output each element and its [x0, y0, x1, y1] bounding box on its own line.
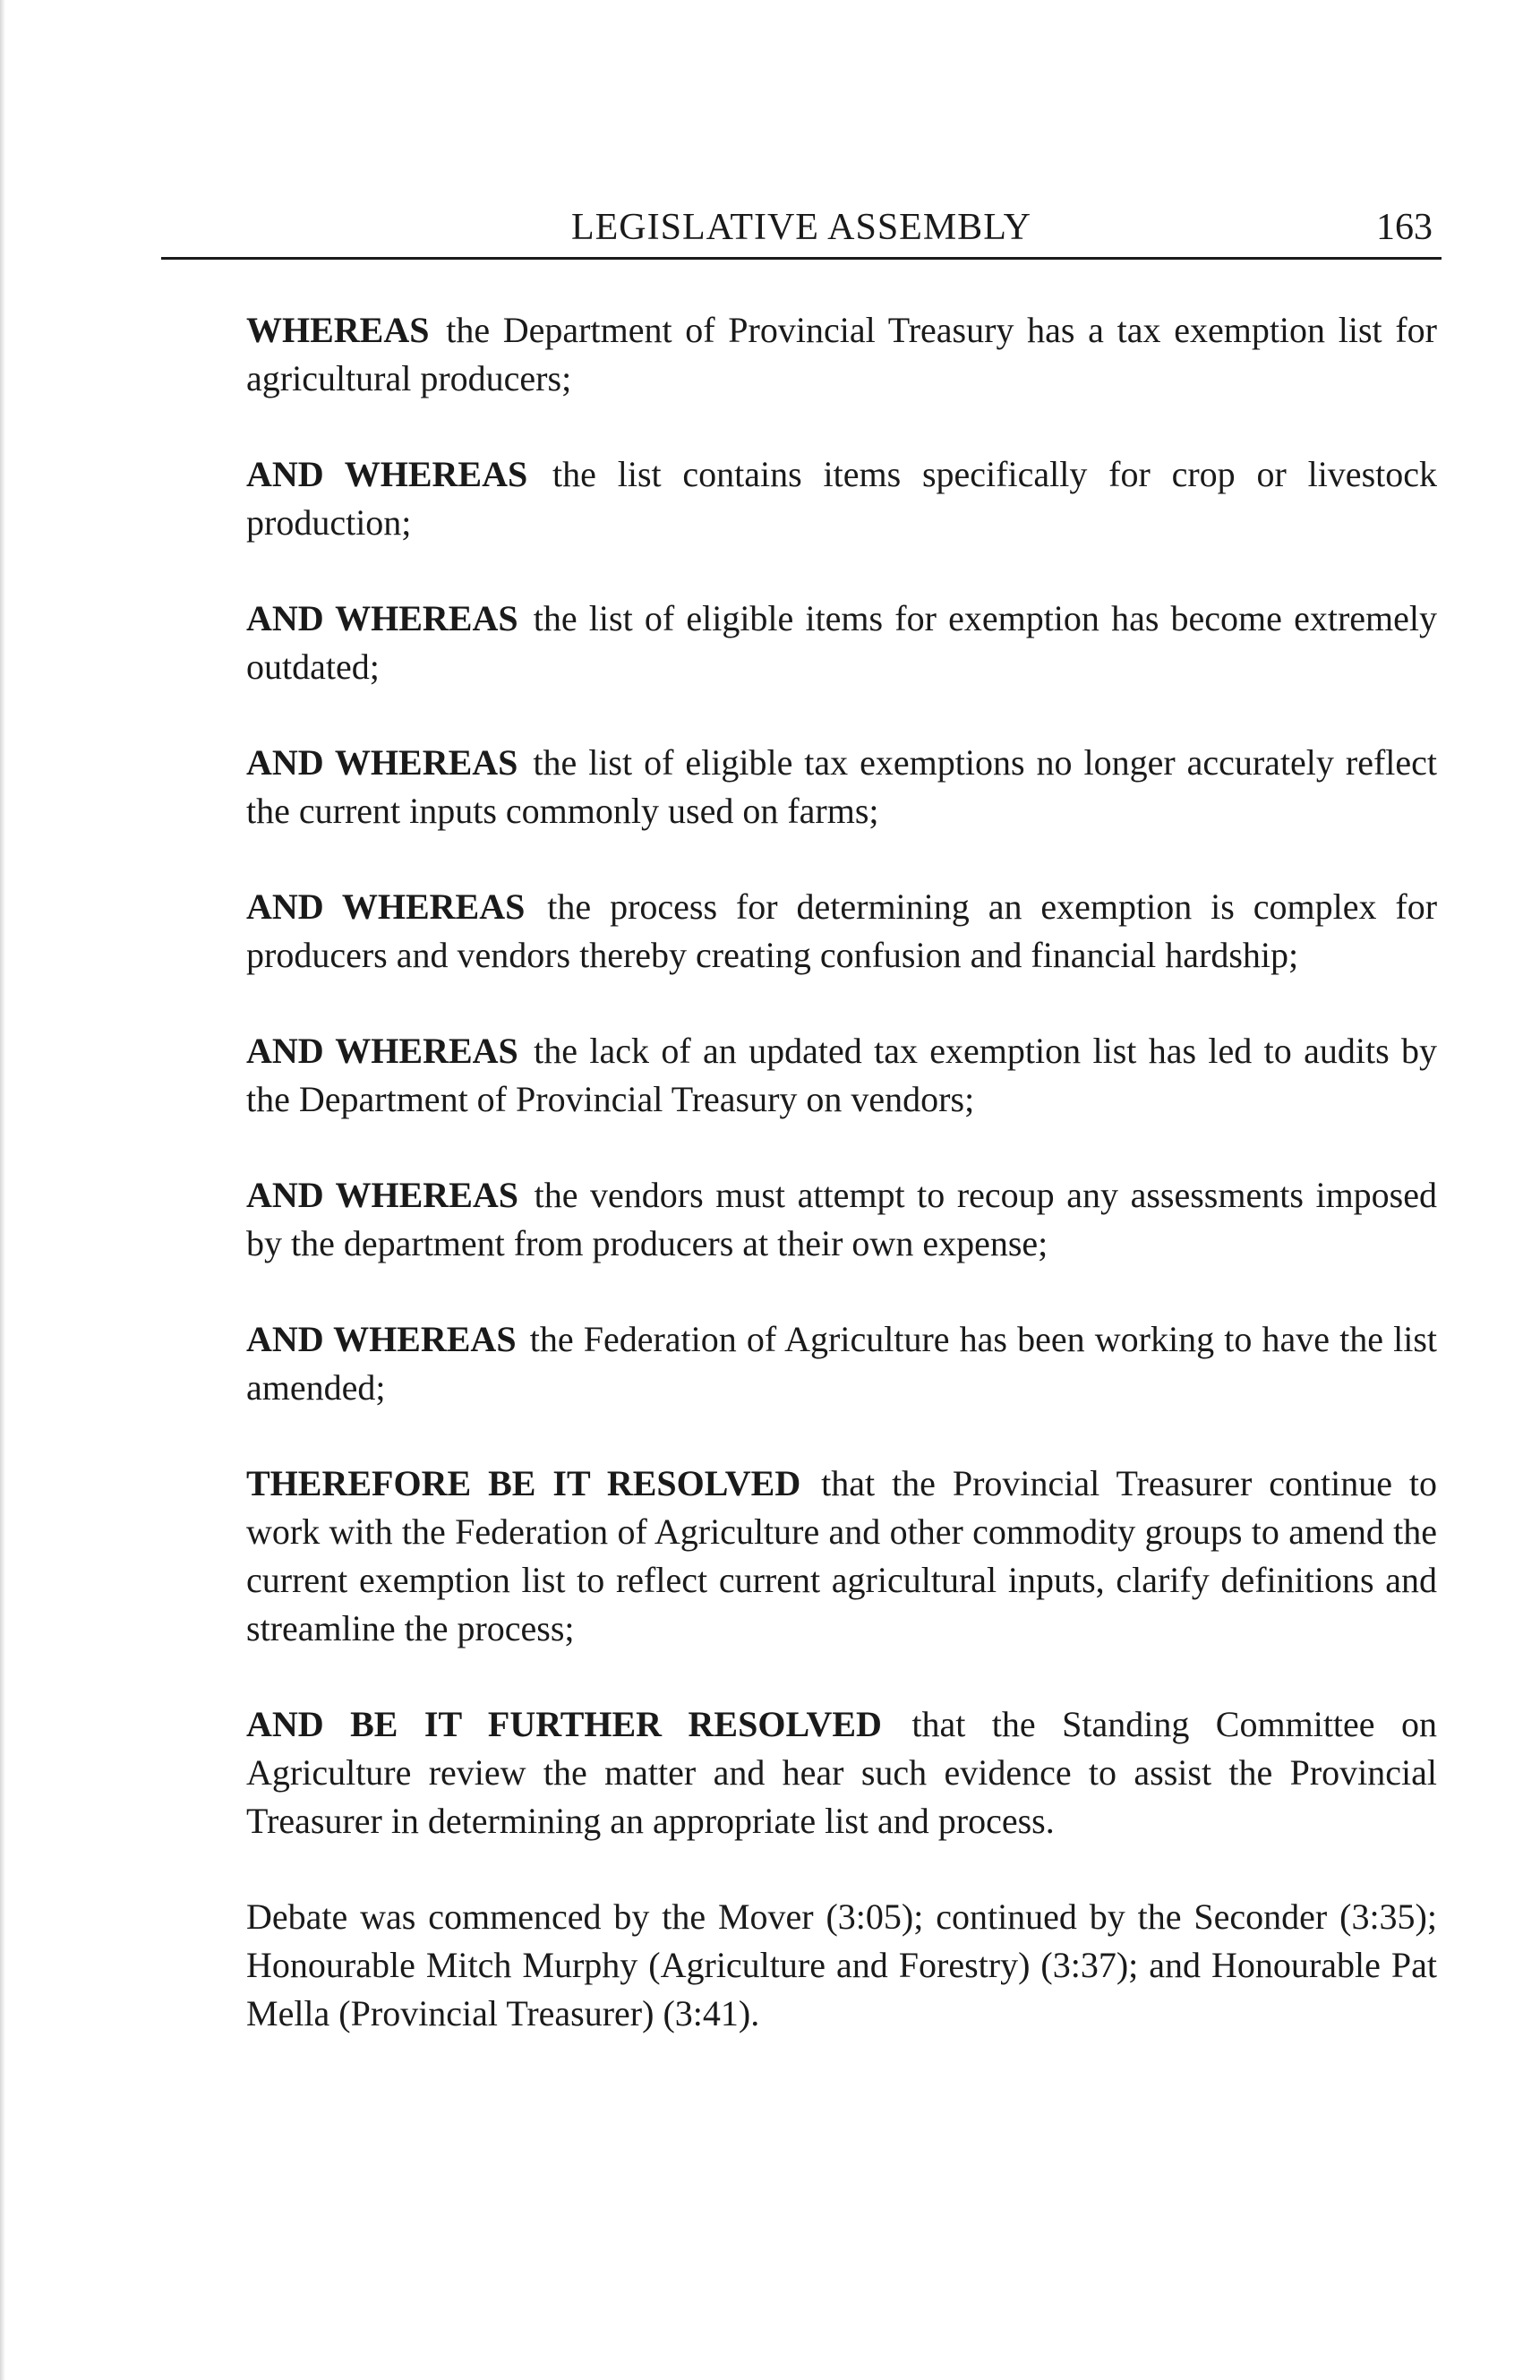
clause-text: that the Provincial Treasurer continue to work with the Federation of Agriculture and other commodity groups to amend the current exemption list to reflect current agricultural inputs, clarify definitions and streamline the process; — [246, 1463, 1438, 1648]
clause-lead: AND WHEREAS — [246, 1319, 517, 1359]
clause-lead: AND WHEREAS — [246, 1175, 519, 1215]
page-binding-edge — [0, 0, 5, 2380]
whereas-paragraph — [246, 306, 1437, 403]
page-number: 163 — [1376, 207, 1433, 248]
clause-lead: AND WHEREAS — [246, 454, 528, 494]
whereas-paragraph — [246, 1315, 1437, 1412]
motion-body — [246, 306, 1437, 2085]
clause-text: the process for determining an exemption is complex for producers and vendors thereby creating confusion and financial hardship; — [246, 886, 1438, 975]
clause-lead: AND WHEREAS — [246, 598, 518, 638]
whereas-paragraph — [246, 883, 1437, 980]
whereas-paragraph — [246, 1027, 1437, 1124]
resolved-paragraph — [246, 1460, 1437, 1653]
clause-text: the list contains items specifically for crop or livestock production; — [246, 454, 1437, 543]
whereas-paragraph — [246, 595, 1437, 691]
clause-lead: AND WHEREAS — [246, 1031, 518, 1071]
clause-lead: AND WHEREAS — [246, 742, 518, 783]
clause-text: the list of eligible items for exemption has become extremely outdated; — [246, 598, 1438, 687]
clause-text: the vendors must attempt to recoup any assessments imposed by the department from producers at their own expense; — [246, 1175, 1438, 1263]
whereas-paragraph — [246, 450, 1437, 547]
clause-text: the list of eligible tax exemptions no longer accurately reflect the current inputs commonly used on farms; — [246, 742, 1438, 831]
clause-text: the Federation of Agriculture has been working to have the list amended; — [246, 1319, 1438, 1408]
clause-lead: WHEREAS — [246, 310, 430, 350]
page-header — [161, 201, 1442, 260]
clause-lead: AND BE IT FURTHER RESOLVED — [246, 1704, 882, 1744]
debate-note: Debate was commenced by the Mover (3:05); continued by the Seconder (3:35); Honourable Mitch Murphy (Agriculture and Forestry) (3:37); and Honourable Pat Mella (Provincial Treasurer) (3:41). — [246, 1896, 1437, 2033]
whereas-paragraph — [246, 739, 1437, 835]
clause-text: that the Standing Committee on Agriculture review the matter and hear such evidence to assist the Provincial Treasurer in determining an appropriate list and process. — [246, 1704, 1437, 1841]
clause-lead: AND WHEREAS — [246, 886, 526, 927]
clause-text: the lack of an updated tax exemption list has led to audits by the Department of Provincial Treasury on vendors; — [246, 1031, 1437, 1119]
clause-lead: THEREFORE BE IT RESOLVED — [246, 1463, 801, 1503]
whereas-paragraph — [246, 1171, 1437, 1268]
clause-text: the Department of Provincial Treasury has a tax exemption list for agricultural producers; — [246, 310, 1437, 398]
further-resolved-paragraph — [246, 1700, 1437, 1845]
running-title: LEGISLATIVE ASSEMBLY — [571, 207, 1031, 248]
